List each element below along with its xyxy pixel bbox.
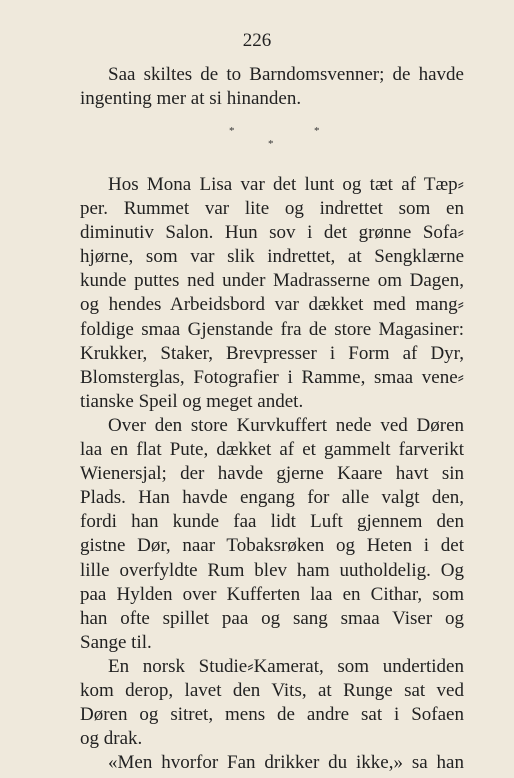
asterisk-ornament: * <box>314 125 320 137</box>
text-line: Over den store Kurvkuffert nede ved Døren <box>108 414 464 436</box>
text-line: Wienersjal; der havde gjerne Kaare havt sin <box>80 463 464 485</box>
text-line: gistne Dør, naar Tobaksrøken og Heten i det <box>80 535 464 557</box>
text-line: han ofte spillet paa og sang smaa Viser og <box>80 607 464 629</box>
text-line: tianske Speil og meget andet. <box>80 390 304 412</box>
text-line: lille overfyldte Rum blev ham uutholdelig. Og <box>80 559 464 581</box>
text-line: ingenting mer at si hinanden. <box>80 88 302 110</box>
text-line: Hos Mona Lisa var det lunt og tæt af Tæp⸗ <box>108 174 464 195</box>
text-line: og drak. <box>80 728 143 750</box>
page-number: 226 <box>242 30 272 51</box>
text-line: Krukker, Staker, Brevpresser i Form af Dyr, <box>80 342 464 364</box>
text-line: og hendes Arbeidsbord var dækket med mang⸗ <box>80 294 464 316</box>
text-line: Døren og sitret, mens de andre sat i Sofaen <box>80 704 464 726</box>
text-line: «Men hvorfor Fan drikker du ikke,» sa han <box>108 752 464 774</box>
text-line: kunde puttes ned under Madrasserne om Dagen, <box>80 270 464 292</box>
text-line: fordi han kunde faa lidt Luft gjennem den <box>80 511 464 533</box>
asterisk-ornament: * <box>268 138 274 150</box>
text-line: laa en flat Pute, dækket af et gammelt farverikt <box>80 439 464 461</box>
text-line: per. Rummet var lite og indrettet som en <box>80 198 464 220</box>
text-line: En norsk Studie⸗Kamerat, som undertiden <box>108 655 464 677</box>
text-line: diminutiv Salon. Hun sov i det grønne Sofa⸗ <box>80 222 464 244</box>
text-line: hjørne, som var slik indrettet, at Sengklærne <box>80 246 464 268</box>
opening-paragraph <box>80 63 464 111</box>
text-line: Sange til. <box>80 631 152 653</box>
text-line: kom derop, lavet den Vits, at Runge sat ved <box>80 679 464 701</box>
text-line: Plads. Han havde engang for alle valgt den, <box>80 487 464 509</box>
text-line: Blomsterglas, Fotografier i Ramme, smaa vene⸗ <box>80 366 464 388</box>
main-text <box>80 173 464 775</box>
text-line: Saa skiltes de to Barndomsvenner; de havde <box>108 64 464 85</box>
asterisk-ornament: * <box>229 125 235 137</box>
text-line: paa Hylden over Kufferten laa en Cithar, som <box>80 583 464 605</box>
text-line: foldige smaa Gjenstande fra de store Magasiner: <box>80 318 464 340</box>
